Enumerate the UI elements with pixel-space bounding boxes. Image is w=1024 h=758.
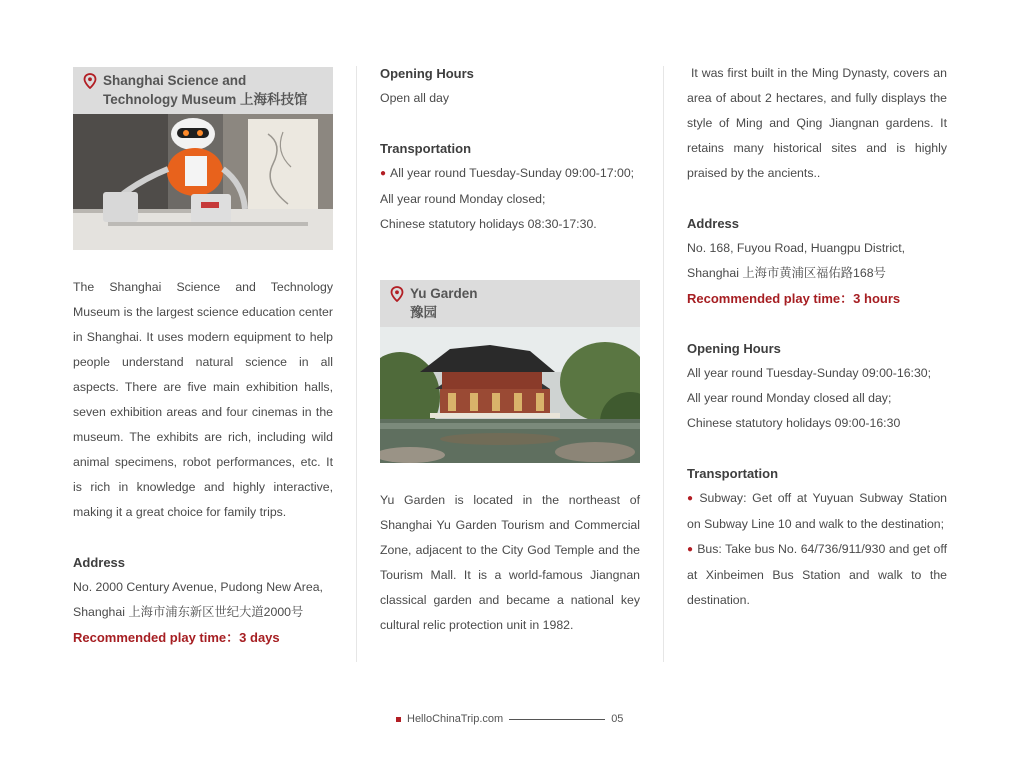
garden-hours-line: All year round Tuesday-Sunday 09:00-16:30; — [687, 366, 932, 380]
museum-title: Shanghai Science and Technology Museum 上海科技馆 — [103, 73, 308, 107]
footer-square-icon — [396, 717, 401, 722]
yu-garden-photo — [380, 327, 640, 463]
bullet-dot-icon: ● — [687, 493, 696, 504]
garden-bus: ● Bus: Take bus No. 64/736/911/930 and get off at Xinbeimen Bus Station and walk to the destination. — [687, 542, 947, 607]
museum-transport-line: Chinese statutory holidays 08:30-17:30. — [380, 217, 597, 231]
museum-details-column — [380, 61, 640, 638]
museum-hours: Open all day — [380, 91, 450, 105]
garden-title-bar — [380, 280, 640, 327]
bullet-dot-icon: ● — [687, 544, 694, 555]
garden-details-column — [687, 61, 947, 613]
garden-address-heading: Address — [687, 216, 740, 231]
footer-site: HelloChinaTrip.com — [407, 713, 504, 725]
garden-hours-line: Chinese statutory holidays 09:00-16:30 — [687, 416, 901, 430]
museum-recommended-time: Recommended play time：3 days — [73, 630, 280, 645]
garden-address: No. 168, Fuyou Road, Huangpu District, Shanghai 上海市黄浦区福佑路168号 — [687, 241, 906, 280]
museum-column — [73, 67, 333, 650]
footer-rule — [509, 719, 605, 720]
museum-address: No. 2000 Century Avenue, Pudong New Area, Shanghai 上海市浦东新区世纪大道2000号 — [73, 580, 323, 619]
page-footer — [396, 710, 623, 728]
museum-hours-heading: Opening Hours — [380, 66, 474, 81]
page-number: 05 — [611, 713, 624, 725]
column-divider-1 — [356, 66, 357, 662]
bullet-dot-icon: ● — [380, 168, 387, 179]
museum-address-heading: Address — [73, 555, 126, 570]
museum-transport-heading: Transportation — [380, 141, 472, 156]
location-pin-icon — [83, 73, 97, 89]
garden-transport-heading: Transportation — [687, 466, 779, 481]
garden-hours-line: All year round Monday closed all day; — [687, 391, 892, 405]
museum-robot-photo — [73, 114, 333, 250]
garden-subway: ● Subway: Get off at Yuyuan Subway Station on Subway Line 10 and walk to the destination; — [687, 491, 948, 531]
museum-transport-line: All year round Monday closed; — [380, 192, 546, 206]
museum-transport-line: ● All year round Tuesday-Sunday 09:00-17:00; — [380, 166, 635, 180]
museum-title-bar — [73, 67, 333, 114]
column-divider-2 — [663, 66, 664, 662]
garden-description-continued: It was first built in the Ming Dynasty, covers an area of about 2 hectares, and fully displays the style of Ming and Qing Jiangnan gardens. It retains many historical sites and is highly praised by the ancients.. — [687, 66, 947, 180]
garden-description: Yu Garden is located in the northeast of Shanghai Yu Garden Tourism and Commercial Zone, adjacent to the City God Temple and the Tourism Mall. It is a world-famous Jiangnan classical garden and became a national key cultural relic protection unit in 1982. — [380, 493, 640, 632]
garden-hours-heading: Opening Hours — [687, 341, 781, 356]
location-pin-icon — [390, 286, 404, 302]
garden-recommended-time: Recommended play time：3 hours — [687, 291, 901, 306]
garden-title: Yu Garden 豫园 — [410, 286, 478, 320]
museum-description: The Shanghai Science and Technology Museum is the largest science education center in Shanghai. It uses modern equipment to help people understand natural science in all aspects. There are five main exhibition halls, seven exhibition areas and four cinemas in the museum. The exhibits are rich, including wild animal specimens, robot performances, etc. It is rich in knowledge and highly interactive, making it a great choice for family trips. — [73, 280, 333, 519]
